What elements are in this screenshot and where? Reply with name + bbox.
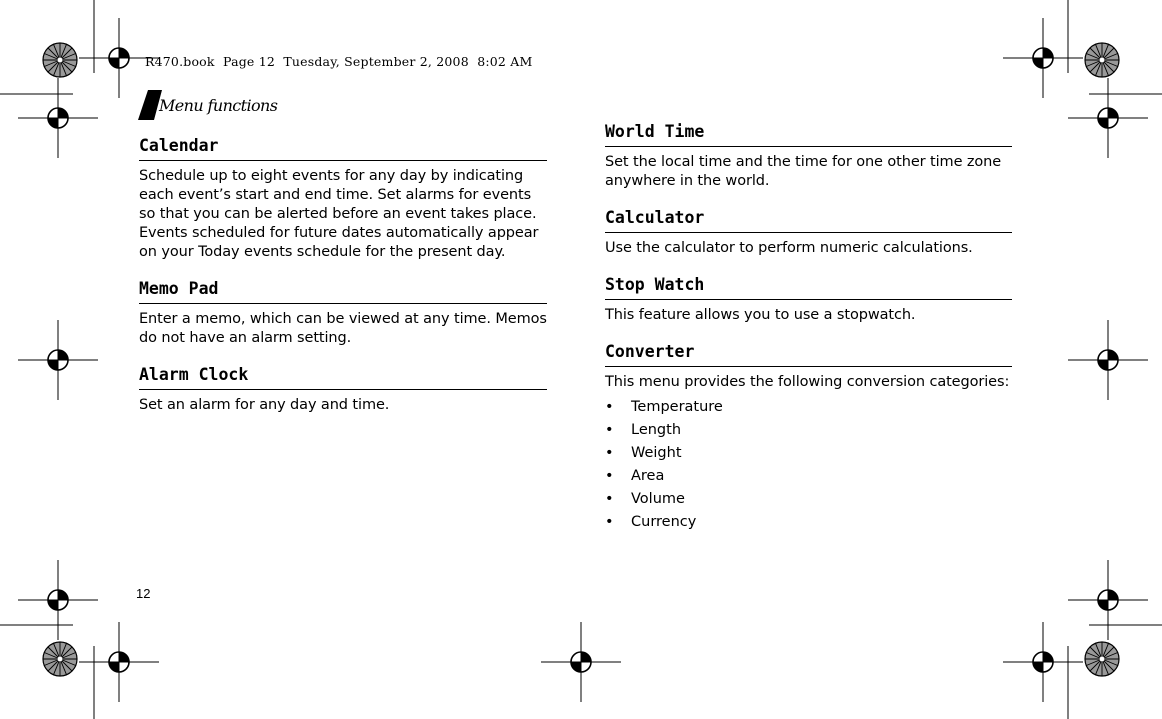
print-slug: R470.book Page 12 Tuesday, September 2, 2008 8:02 AM xyxy=(145,54,533,69)
right-column xyxy=(605,122,1012,551)
section-stop-watch xyxy=(605,275,1012,325)
section-body: Set the local time and the time for one other time zone anywhere in the world. xyxy=(605,154,1002,189)
section-calendar xyxy=(139,136,547,262)
section-body: This menu provides the following conversion categories: xyxy=(605,374,1010,390)
section-body: Schedule up to eight events for any day by indicating each event’s start and end time. Set alarms for events so that you can be alerted before an event takes place. Events scheduled for future dates automatically appear on your Today events schedule for the present day. xyxy=(139,168,539,260)
list-item xyxy=(605,511,1012,534)
section-title: Calendar xyxy=(139,136,547,161)
section-alarm-clock xyxy=(139,365,547,415)
bullet-icon: • xyxy=(605,514,614,530)
section-body: This feature allows you to use a stopwatch. xyxy=(605,307,916,323)
list-item-label: Weight xyxy=(631,445,682,461)
section-body: Set an alarm for any day and time. xyxy=(139,397,390,413)
list-item-label: Currency xyxy=(631,514,697,530)
list-item xyxy=(605,488,1012,511)
converter-list xyxy=(605,396,1012,534)
section-calculator xyxy=(605,208,1012,258)
section-title: Converter xyxy=(605,342,1012,367)
bullet-icon: • xyxy=(605,445,614,461)
list-item xyxy=(605,419,1012,442)
list-item xyxy=(605,465,1012,488)
bullet-icon: • xyxy=(605,399,614,415)
bullet-icon: • xyxy=(605,491,614,507)
list-item xyxy=(605,396,1012,419)
section-title: Calculator xyxy=(605,208,1012,233)
left-column xyxy=(139,136,547,432)
section-body: Use the calculator to perform numeric calculations. xyxy=(605,240,973,256)
section-title: Memo Pad xyxy=(139,279,547,304)
list-item-label: Area xyxy=(631,468,665,484)
section-converter xyxy=(605,342,1012,534)
section-body: Enter a memo, which can be viewed at any time. Memos do not have an alarm setting. xyxy=(139,311,547,346)
list-item-label: Volume xyxy=(631,491,685,507)
list-item-label: Temperature xyxy=(631,399,723,415)
section-memo-pad xyxy=(139,279,547,348)
section-world-time xyxy=(605,122,1012,191)
list-item-label: Length xyxy=(631,422,682,438)
bullet-icon: • xyxy=(605,422,614,438)
section-title: Stop Watch xyxy=(605,275,1012,300)
section-title: World Time xyxy=(605,122,1012,147)
running-header-title: Menu functions xyxy=(159,96,278,115)
list-item xyxy=(605,442,1012,465)
section-title: Alarm Clock xyxy=(139,365,547,390)
bullet-icon: • xyxy=(605,468,614,484)
page-number: 12 xyxy=(136,586,151,601)
